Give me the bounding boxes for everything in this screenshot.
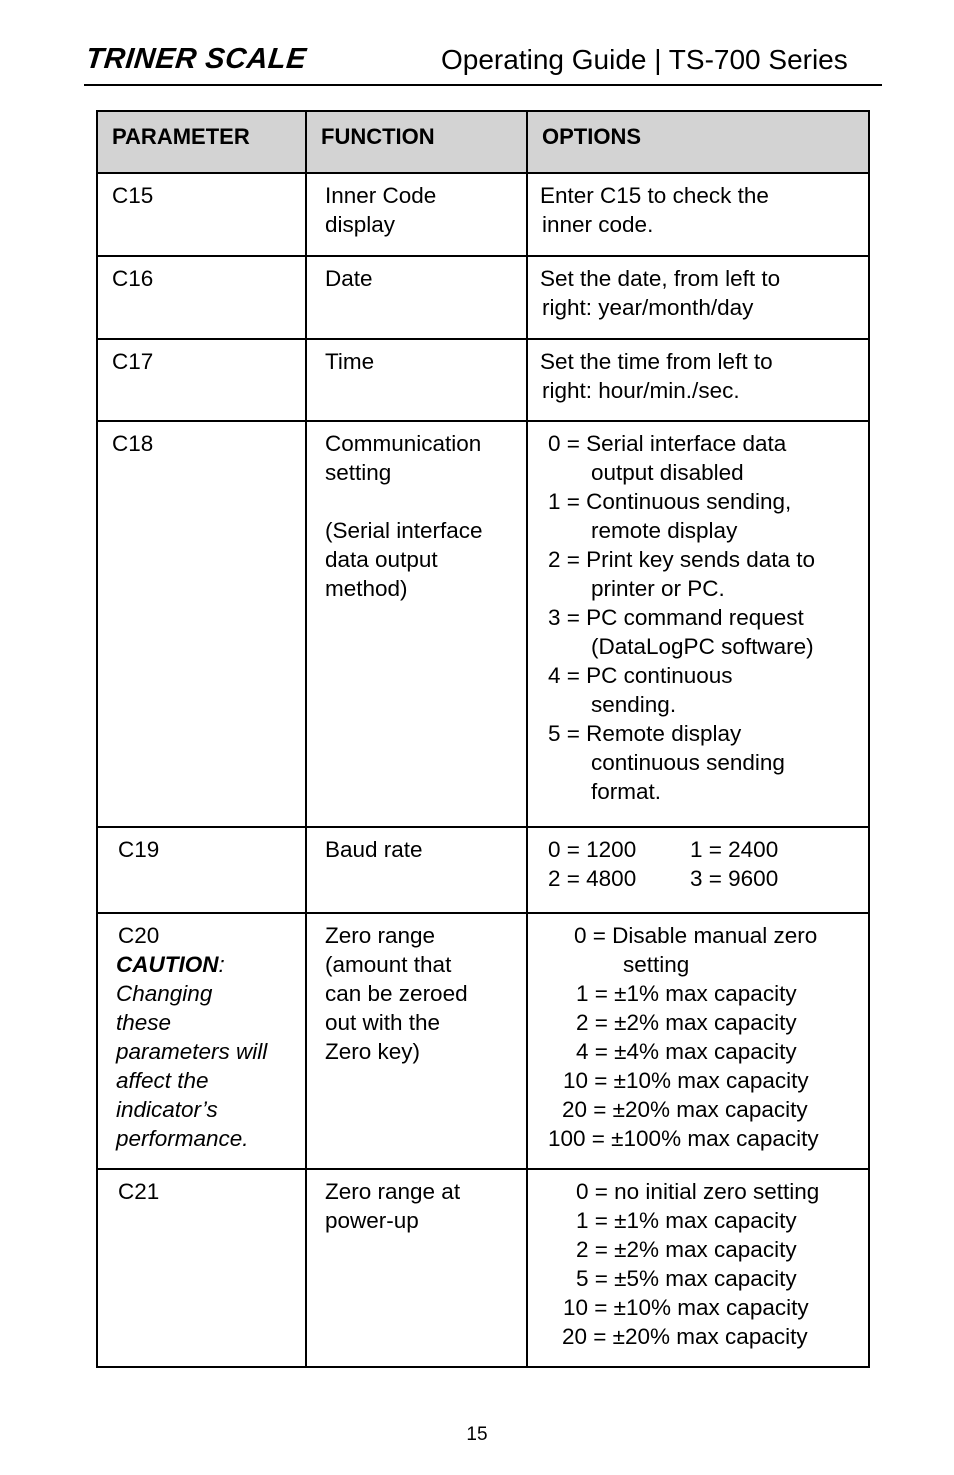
options-cell xyxy=(527,913,869,1169)
table-row xyxy=(97,421,869,827)
option-line: printer or PC. xyxy=(591,576,725,601)
table-row xyxy=(97,827,869,913)
option-line: 2 = ±2% max capacity xyxy=(576,1010,797,1035)
caution-text: indicator’s xyxy=(116,1097,218,1122)
column-header-function: FUNCTION xyxy=(306,111,527,173)
caution-text: affect the xyxy=(116,1068,209,1093)
option-line: 20 = ±20% max capacity xyxy=(562,1097,808,1122)
table-row xyxy=(97,256,869,339)
options-cell xyxy=(527,421,869,827)
caution-text: Changing xyxy=(116,981,213,1006)
option-line: sending. xyxy=(591,692,677,717)
option-line: format. xyxy=(591,779,662,804)
option-line: 0 = Disable manual zero xyxy=(574,923,818,948)
option-line: continuous sending xyxy=(591,750,785,775)
option-line: 1 = ±1% max capacity xyxy=(576,981,797,1006)
caution-text: parameters will xyxy=(116,1039,268,1064)
function-cell: Communication setting (Serial interface data output method) xyxy=(306,421,527,827)
function-cell: Inner Code display xyxy=(306,173,527,256)
page-header xyxy=(84,38,882,86)
table-header-row xyxy=(97,111,869,173)
options-cell: Set the time from left to right: hour/min./sec. xyxy=(527,339,869,421)
option-line: 4 = ±4% max capacity xyxy=(576,1039,797,1064)
table-row xyxy=(97,173,869,256)
option-line: output disabled xyxy=(591,460,744,485)
parameter-cell: C19 xyxy=(97,827,306,913)
guide-title: Operating Guide | TS-700 Series xyxy=(441,44,848,75)
options-cell xyxy=(527,1169,869,1367)
caution-label: CAUTION xyxy=(116,952,219,977)
option-line: 0 = no initial zero setting xyxy=(576,1179,820,1204)
option-line: setting xyxy=(623,952,690,977)
option-line: 2 = ±2% max capacity xyxy=(576,1237,797,1262)
caution-text: these xyxy=(116,1010,172,1035)
option-line: 1 = Continuous sending, xyxy=(548,489,792,514)
option-line: 1 = ±1% max capacity xyxy=(576,1208,797,1233)
option-line: 20 = ±20% max capacity xyxy=(562,1324,808,1349)
options-cell: Enter C15 to check the inner code. xyxy=(527,173,869,256)
option-line: 5 = ±5% max capacity xyxy=(576,1266,797,1291)
function-cell: Zero range (amount that can be zeroed out with the Zero key) xyxy=(306,913,527,1169)
parameter-cell: C17 xyxy=(97,339,306,421)
option-line: 0 = Serial interface data xyxy=(548,431,787,456)
function-cell: Baud rate xyxy=(306,827,527,913)
options-cell xyxy=(527,827,869,913)
parameter-table xyxy=(96,110,870,1368)
option-line: (DataLogPC software) xyxy=(591,634,814,659)
function-cell: Zero range at power-up xyxy=(306,1169,527,1367)
option-line: 10 = ±10% max capacity xyxy=(563,1068,809,1093)
option-line: 4 = PC continuous xyxy=(548,663,733,688)
parameter-cell: C21 xyxy=(97,1169,306,1367)
function-cell: Date xyxy=(306,256,527,339)
page-number: 15 xyxy=(466,1424,488,1445)
option-line: 10 = ±10% max capacity xyxy=(563,1295,809,1320)
options-cell: Set the date, from left to right: year/month/day xyxy=(527,256,869,339)
table-row xyxy=(97,339,869,421)
option-line: 2 = Print key sends data to xyxy=(548,547,816,572)
brand-logo: TRINER SCALE xyxy=(84,43,308,75)
parameter-cell: C20 CAUTION: Changing these parameters will affect the indicator’s performance. xyxy=(97,913,306,1169)
baud-row: 2 = 4800 3 = 9600 xyxy=(548,866,779,891)
option-line: remote display xyxy=(591,518,738,543)
function-cell: Time xyxy=(306,339,527,421)
table-row xyxy=(97,1169,869,1367)
column-header-options: OPTIONS xyxy=(527,111,869,173)
option-line: 5 = Remote display xyxy=(548,721,742,746)
parameter-cell: C16 xyxy=(97,256,306,339)
option-line: 3 = PC command request xyxy=(548,605,804,630)
parameter-cell: C15 xyxy=(97,173,306,256)
parameter-cell: C18 xyxy=(97,421,306,827)
option-line: 100 = ±100% max capacity xyxy=(548,1126,819,1151)
caution-text: performance. xyxy=(116,1126,249,1151)
baud-row: 0 = 1200 1 = 2400 xyxy=(548,837,779,862)
column-header-parameter: PARAMETER xyxy=(97,111,306,173)
table-row xyxy=(97,913,869,1169)
